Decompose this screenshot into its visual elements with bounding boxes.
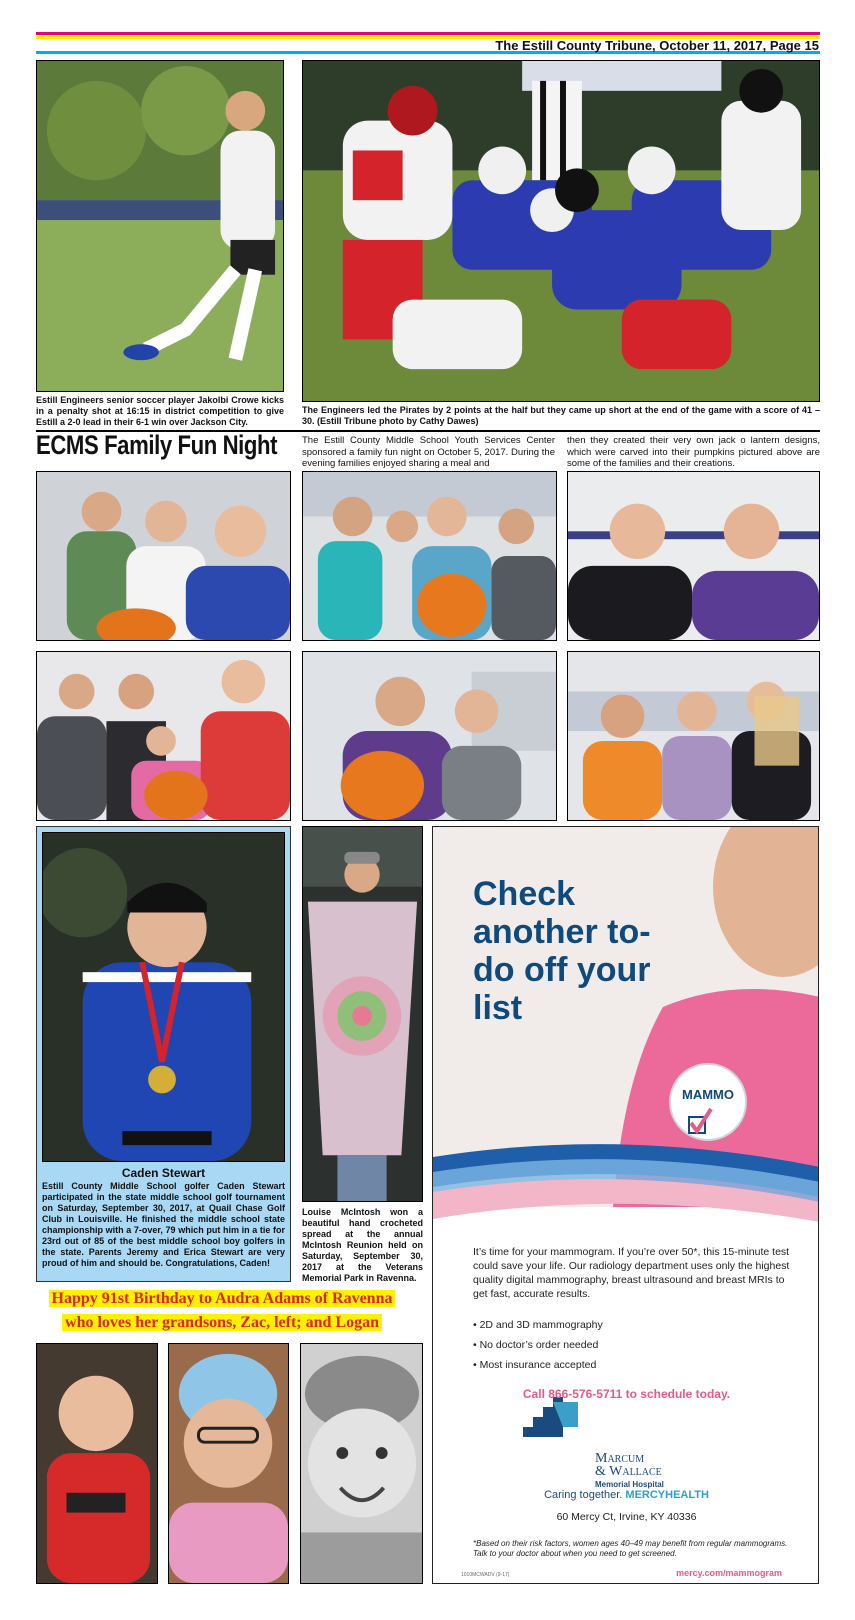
birthday-photo-zac bbox=[36, 1343, 158, 1584]
ad-call-to-action[interactable]: Call 866-576-5711 to schedule today. bbox=[522, 1387, 731, 1401]
ad-body: It’s time for your mammogram. If you’re over 50*, this 15-minute test could save your life. Our radiology department uses only the highest quality digital mammography, breast ultrasound and breast MRIs to get fast, accurate results. bbox=[473, 1246, 790, 1300]
ad-tagline bbox=[433, 1489, 819, 1501]
birthday-photo-audra bbox=[168, 1343, 289, 1584]
ad-url[interactable]: mercy.com/mammogram bbox=[676, 1568, 782, 1578]
football-caption: The Engineers led the Pirates by 2 points at the half but they came up short at the end of the game with a score of 41 – 30. (Estill Tribune photo by Cathy Dawes) bbox=[302, 405, 820, 426]
ad-bullet-item: • No doctor’s order needed bbox=[473, 1339, 599, 1351]
family-photo-5 bbox=[302, 651, 557, 821]
ad-bullet-item: • 2D and 3D mammography bbox=[473, 1319, 603, 1331]
football-photo bbox=[302, 60, 820, 402]
hospital-logo-text bbox=[595, 1452, 664, 1491]
mammogram-ad bbox=[432, 826, 819, 1584]
ad-bullet-text: No doctor’s order needed bbox=[479, 1339, 599, 1351]
ad-headline: Check another to-do off your list bbox=[473, 875, 651, 1027]
family-photo-3 bbox=[567, 471, 820, 641]
golfer-name: Caden Stewart bbox=[121, 1166, 206, 1180]
ad-bullet-item: • Most insurance accepted bbox=[473, 1359, 597, 1371]
birthday-photo-logan bbox=[300, 1343, 423, 1584]
ad-footnote: *Based on their risk factors, women ages 40–49 may benefit from regular mammograms. Talk to your doctor about when you need to get screened. bbox=[473, 1539, 788, 1558]
family-photo-2 bbox=[302, 471, 557, 641]
logo-line-1: Marcum bbox=[595, 1451, 645, 1466]
golfer-caption: Estill County Middle School golfer Caden Stewart participated in the state middle school golf tournament on Saturday, September 30, 2017, at Quail Chase Golf Club in Louisville. He finished the middle school state championship with a 7-over, 79 which put him in a tie for 23rd out of 85 of the best middle school boy golfers in the state. Parents Jeremy and Erica Stewart are very proud of him and should be. Congratulations, Caden! bbox=[42, 1181, 285, 1268]
logo-line-2: & Wallace bbox=[595, 1464, 662, 1479]
golfer-photo bbox=[42, 832, 285, 1162]
crochet-caption: Louise McIntosh won a beautiful hand crocheted spread at the annual McIntosh Reunion held on Saturday, September 30, 2017 at the Veterans Memorial Park in Ravenna. bbox=[302, 1207, 423, 1283]
header-rule-magenta bbox=[36, 32, 820, 35]
family-photo-6 bbox=[567, 651, 820, 821]
crochet-photo bbox=[302, 826, 423, 1202]
mammo-badge: MAMMO bbox=[682, 1087, 734, 1102]
ad-bullet-list bbox=[473, 1315, 603, 1375]
birthday-line-2-text: who loves her grandsons, Zac, left; and Logan bbox=[62, 1314, 382, 1331]
birthday-line-1 bbox=[36, 1290, 408, 1308]
family-photo-1 bbox=[36, 471, 291, 641]
soccer-photo bbox=[36, 60, 284, 392]
ad-address: 60 Mercy Ct, Irvine, KY 40336 bbox=[556, 1511, 697, 1523]
ad-bullet-text: Most insurance accepted bbox=[479, 1359, 597, 1371]
family-photo-4 bbox=[36, 651, 291, 821]
ecms-story-col1: The Estill County Middle School Youth Services Center sponsored a family fun night on October 5, 2017. During the evening families enjoyed sharing a meal and bbox=[302, 435, 555, 469]
ecms-title: ECMS Family Fun Night bbox=[36, 430, 278, 460]
ad-code: 1010MCWADV (9-17) bbox=[461, 1572, 510, 1578]
page-header: The Estill County Tribune, October 11, 2017, Page 15 bbox=[495, 38, 819, 53]
tagline-part-1: Caring together. bbox=[544, 1489, 626, 1501]
birthday-line-2 bbox=[36, 1314, 408, 1332]
logo-line-3: Memorial Hospital bbox=[595, 1480, 664, 1489]
soccer-caption: Estill Engineers senior soccer player Jakolbi Crowe kicks in a penalty shot at 16:15 in district competition to give Estill a 2-0 lead in their 6-1 win over Jackson City. bbox=[36, 395, 284, 427]
ecms-story-col2: then they created their very own jack o lantern designs, which were carved into their pumpkins pictured above are some of the families and their creations. bbox=[567, 435, 820, 469]
tagline-brand: MERCYHEALTH bbox=[625, 1489, 709, 1501]
ad-bullet-text: 2D and 3D mammography bbox=[479, 1319, 603, 1331]
birthday-line-1-text: Happy 91st Birthday to Audra Adams of Ravenna bbox=[49, 1290, 396, 1307]
